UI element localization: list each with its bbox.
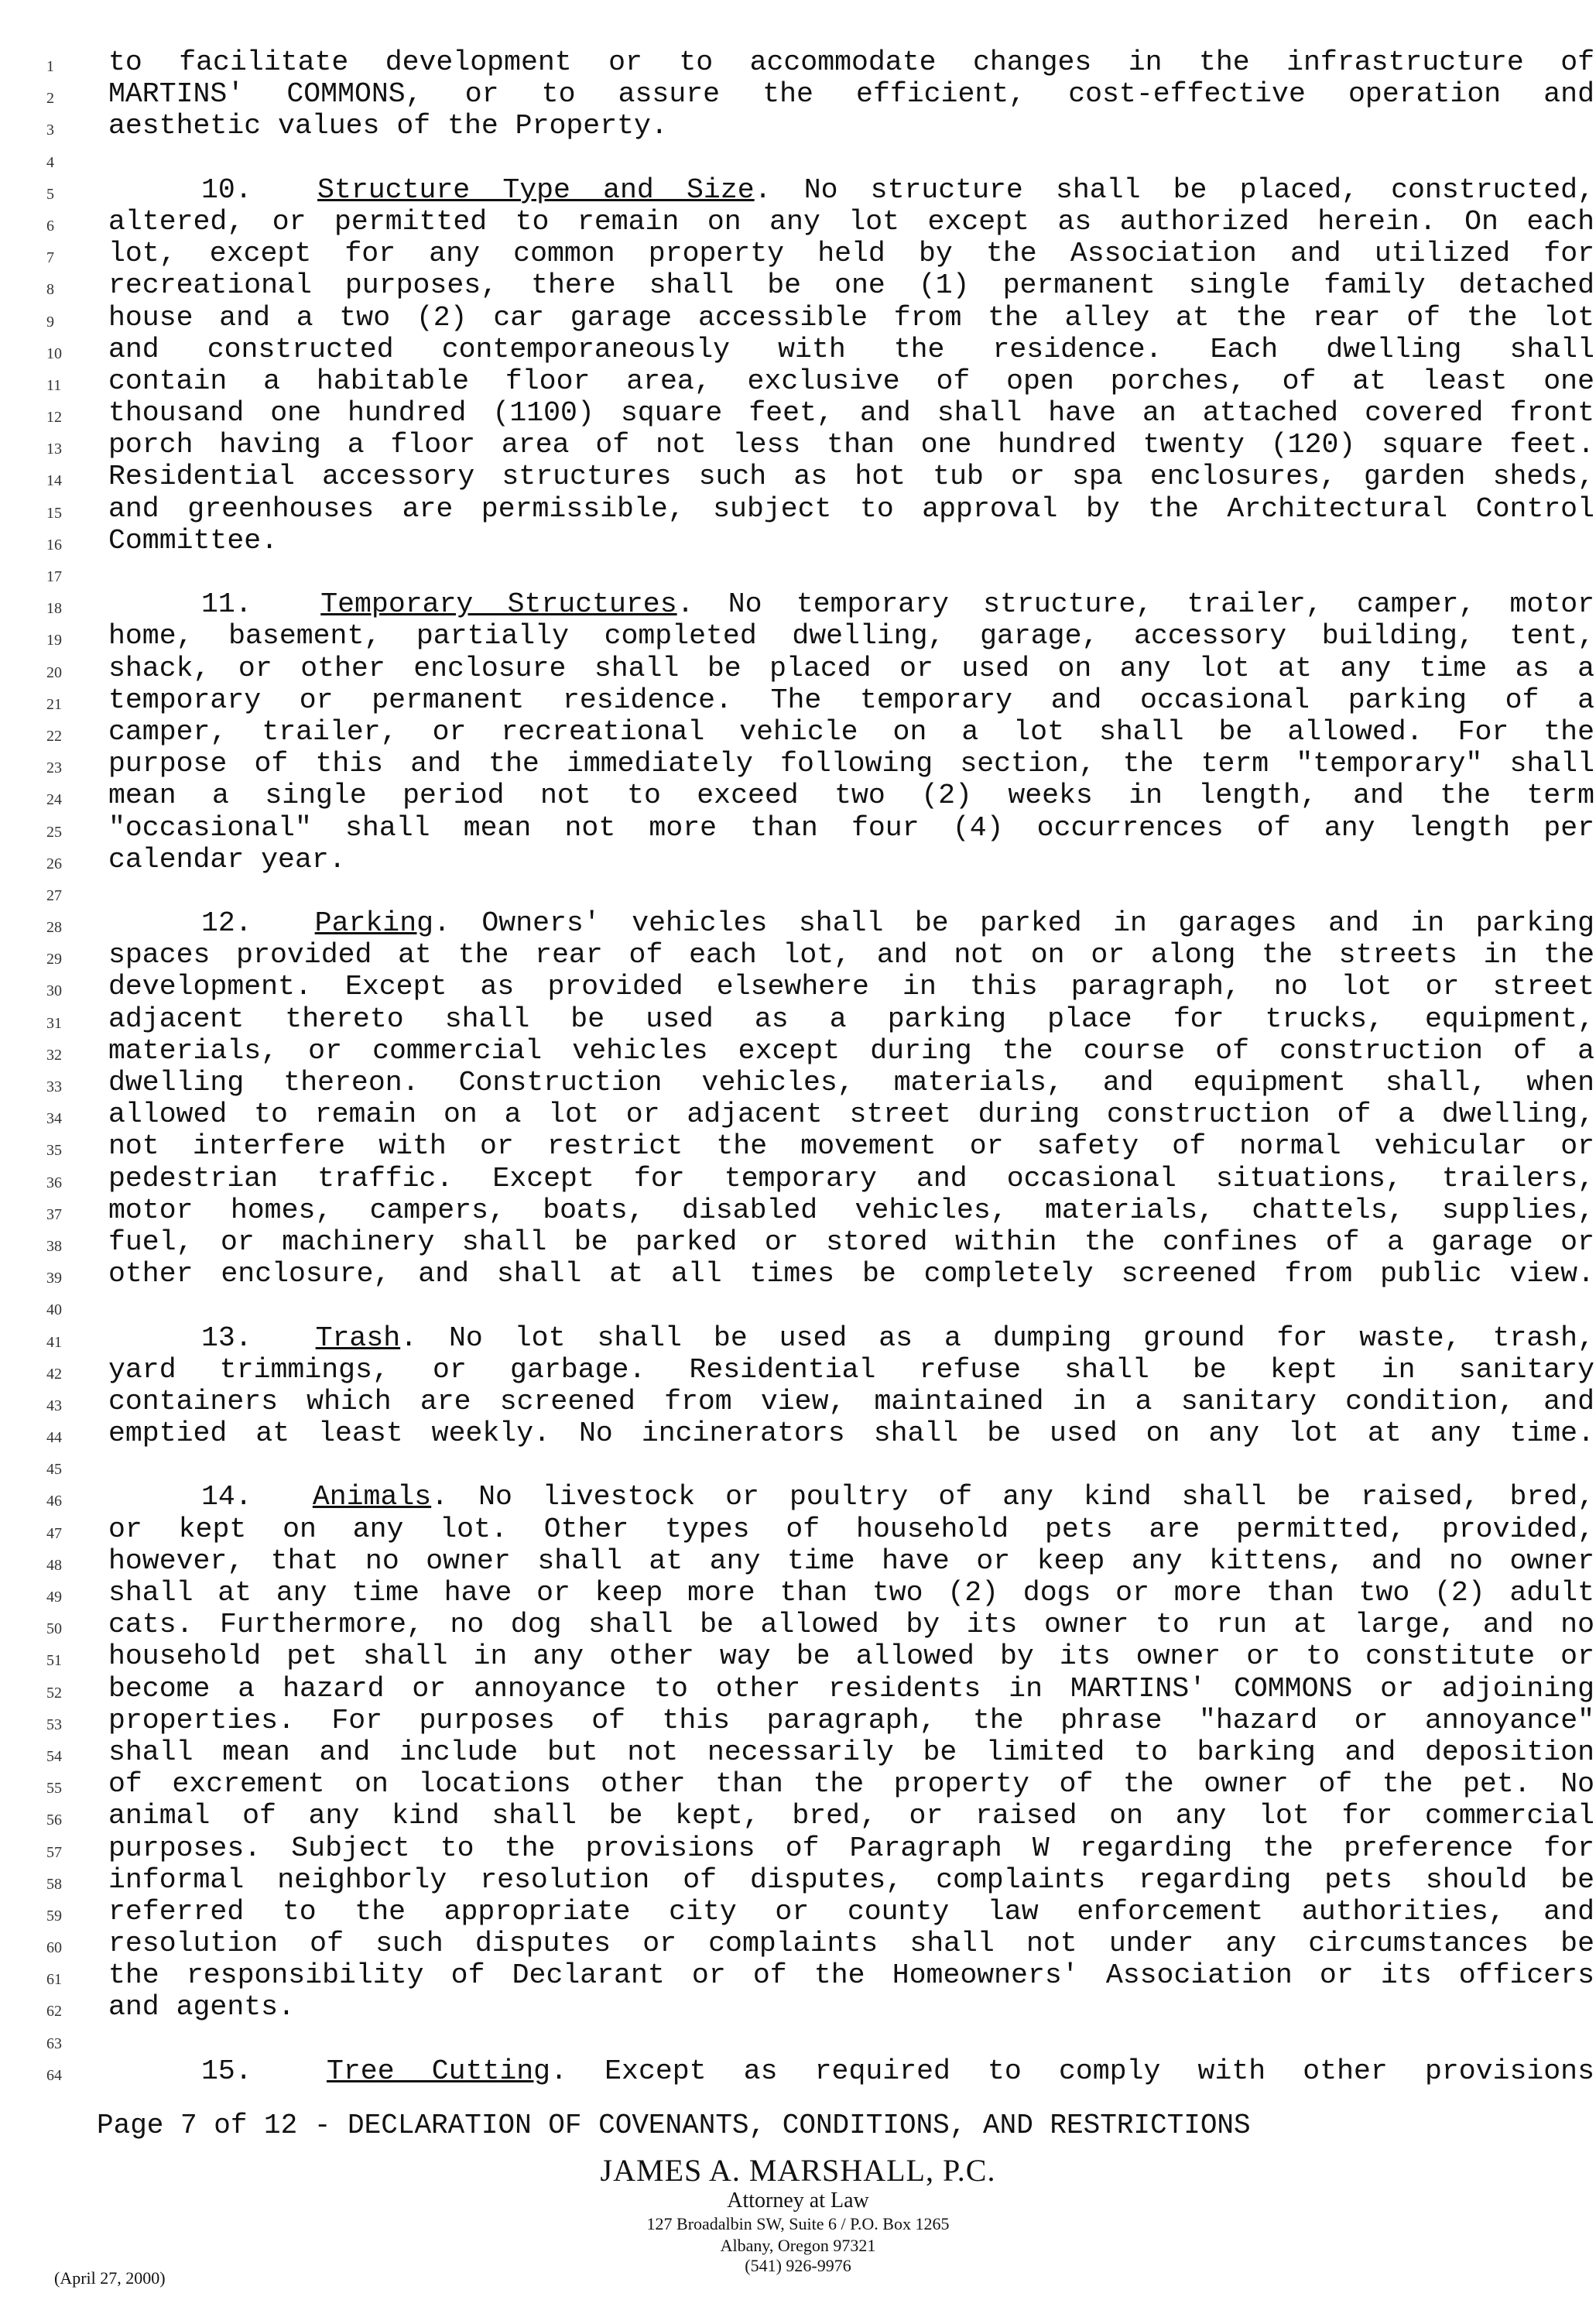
line-text: recreational purposes, there shall be one (1) permanent single family detached: [108, 269, 1594, 302]
document-line: [46, 238, 1594, 270]
document-line: [46, 525, 1563, 557]
line-text: purpose of this and the immediately following section, the term "temporary" shall: [108, 748, 1594, 780]
document-line: [46, 939, 1594, 972]
document-line: [46, 1162, 1594, 1195]
section-heading: Parking: [314, 907, 433, 940]
document-line: [46, 1704, 1594, 1736]
line-number: 20: [46, 663, 62, 681]
line-number: 44: [46, 1429, 62, 1447]
line-text: however, that no owner shall at any time have or keep any kittens, and no owner: [108, 1544, 1594, 1577]
document-line: [46, 1736, 1594, 1768]
line-number: 17: [46, 568, 62, 585]
document-line: [46, 684, 1594, 716]
line-number: 36: [46, 1174, 62, 1191]
document-line: [46, 110, 1563, 142]
document-line: [46, 1577, 1594, 1609]
line-number: 59: [46, 1907, 62, 1925]
document-line: [46, 1800, 1594, 1832]
line-text: other enclosure, and shall at all times be completely screened from public view.: [108, 1258, 1594, 1291]
line-number: 45: [46, 1461, 62, 1479]
line-text: home, basement, partially completed dwelling, garage, accessory building, tent,: [108, 620, 1594, 653]
document-line: [46, 1417, 1594, 1450]
document-line: [46, 1099, 1594, 1131]
line-text: and agents.: [108, 1991, 295, 2024]
document-line: [46, 1034, 1594, 1067]
line-text: temporary or permanent residence. The temporary and occasional parking of a: [108, 684, 1594, 716]
document-line: [46, 1928, 1594, 1960]
line-text: MARTINS' COMMONS, or to assure the efficient, cost-effective operation and: [108, 78, 1594, 111]
line-number: 62: [46, 2003, 62, 2021]
document-line: [46, 142, 1563, 174]
line-text: dwelling thereon. Construction vehicles, materials, and equipment shall, when: [108, 1067, 1594, 1099]
document-line: [46, 1385, 1594, 1417]
line-number: 7: [46, 249, 54, 267]
document-line: [46, 1225, 1594, 1258]
line-text: fuel, or machinery shall be parked or stored within the confines of a garage or: [108, 1225, 1594, 1258]
line-number: 22: [46, 727, 62, 745]
section-text: . No lot shall be used as a dumping ground for waste, trash,: [400, 1321, 1594, 1354]
section-number: 15.: [201, 2055, 327, 2087]
line-number: 19: [46, 632, 62, 650]
line-number: 54: [46, 1747, 62, 1765]
line-number: 24: [46, 791, 62, 809]
line-number: 34: [46, 1110, 62, 1128]
section-heading: Animals: [312, 1481, 432, 1513]
document-line: [46, 492, 1594, 525]
line-text: "occasional" shall mean not more than four (4) occurrences of any length per: [108, 811, 1594, 844]
document-date: (April 27, 2000): [54, 2268, 166, 2288]
section-number: 10.: [201, 173, 318, 206]
document-line: [46, 2024, 1563, 2055]
document-line: [46, 971, 1594, 1003]
line-text: yard trimmings, or garbage. Residential refuse shall be kept in sanitary: [108, 1353, 1594, 1386]
line-text: become a hazard or annoyance to other residents in MARTINS' COMMONS or adjoining: [108, 1672, 1594, 1705]
line-text: household pet shall in any other way be allowed by its owner or to constitute or: [108, 1640, 1594, 1673]
line-number: 47: [46, 1524, 62, 1542]
document-line: [46, 748, 1594, 780]
line-number: 6: [46, 217, 54, 235]
line-text: [201, 1481, 1594, 1513]
line-number: 9: [46, 313, 54, 331]
line-text: [201, 1322, 1594, 1354]
line-text: referred to the appropriate city or county law enforcement authorities, and: [108, 1895, 1594, 1928]
document-line: [46, 844, 1563, 876]
line-number: 55: [46, 1780, 62, 1798]
line-text: shack, or other enclosure shall be placed or used on any lot at any time as a: [108, 652, 1594, 684]
firm-city: Albany, Oregon 97321: [720, 2236, 876, 2255]
line-number: 41: [46, 1333, 62, 1351]
line-number: 52: [46, 1684, 62, 1702]
line-number: 42: [46, 1365, 62, 1383]
line-text: purposes. Subject to the provisions of Paragraph W regarding the preference for: [108, 1832, 1594, 1864]
document-line: [46, 1258, 1594, 1291]
document-line: [46, 46, 1594, 78]
line-number: 32: [46, 1046, 62, 1064]
line-text: Residential accessory structures such as hot tub or spa enclosures, garden sheds,: [108, 461, 1594, 493]
section-number: 14.: [201, 1481, 313, 1513]
line-number: 53: [46, 1716, 62, 1733]
line-text: or kept on any lot. Other types of household pets are permitted, provided,: [108, 1513, 1594, 1545]
line-text: and constructed contemporaneously with the residence. Each dwelling shall: [108, 333, 1594, 365]
line-number: 49: [46, 1589, 62, 1606]
document-line: [46, 557, 1563, 588]
line-text: emptied at least weekly. No incinerators shall be used on any lot at any time.: [108, 1417, 1594, 1450]
line-number: 26: [46, 855, 62, 872]
document-line: [46, 205, 1594, 238]
document-line: [46, 1640, 1594, 1673]
line-text: contain a habitable floor area, exclusive of open porches, of at least one: [108, 365, 1594, 397]
line-text: [201, 588, 1594, 620]
line-number: 16: [46, 536, 62, 554]
line-number: 14: [46, 472, 62, 490]
firm-title: Attorney at Law: [727, 2189, 869, 2213]
line-text: pedestrian traffic. Except for temporary and occasional situations, trailers,: [108, 1162, 1594, 1195]
line-text: porch having a floor area of not less than one hundred twenty (120) square feet.: [108, 429, 1594, 461]
line-text: mean a single period not to exceed two (2) weeks in length, and the term: [108, 780, 1594, 812]
line-number: 29: [46, 951, 62, 968]
line-number: 8: [46, 281, 54, 299]
document-line: [46, 620, 1594, 653]
section-text: . No temporary structure, trailer, camper, motor: [676, 588, 1595, 621]
document-line: [46, 1513, 1594, 1545]
line-text: adjacent thereto shall be used as a parking place for trucks, equipment,: [108, 1003, 1594, 1035]
document-line: [46, 1959, 1594, 1992]
line-number: 48: [46, 1556, 62, 1574]
line-text: [201, 907, 1594, 939]
line-text: lot, except for any common property held by the Association and utilized for: [108, 238, 1594, 270]
section-heading: Trash: [315, 1321, 401, 1354]
document-line: [46, 1449, 1563, 1481]
line-number: 31: [46, 1014, 62, 1032]
line-text: calendar year.: [108, 843, 346, 876]
line-text: allowed to remain on a lot or adjacent street during construction of a dwelling,: [108, 1099, 1594, 1131]
line-number: 43: [46, 1397, 62, 1414]
document-line: [46, 652, 1594, 684]
line-number: 33: [46, 1078, 62, 1095]
document-line: [46, 1353, 1594, 1386]
line-text: of excrement on locations other than the property of the owner of the pet. No: [108, 1768, 1594, 1801]
section-text: . No structure shall be placed, constructed,: [754, 173, 1594, 206]
line-number: 21: [46, 695, 62, 713]
line-number: 30: [46, 982, 62, 1000]
document-line: [46, 715, 1594, 748]
document-line: [46, 1544, 1594, 1577]
line-number: 61: [46, 1971, 62, 1989]
document-line: [46, 907, 1594, 940]
line-number: 4: [46, 153, 54, 171]
line-text: materials, or commercial vehicles except during the course of construction of a: [108, 1034, 1594, 1067]
document-line: [46, 429, 1594, 461]
line-text: and greenhouses are permissible, subject to approval by the Architectural Control: [108, 492, 1594, 525]
section-text: . Except as required to comply with other provisions: [550, 2055, 1594, 2087]
line-text: spaces provided at the rear of each lot, and not on or along the streets in the: [108, 939, 1594, 972]
document-line: [46, 461, 1594, 493]
document-line: [46, 1863, 1594, 1896]
document-line: [46, 365, 1594, 397]
line-number: 3: [46, 122, 54, 139]
line-number: 46: [46, 1493, 62, 1510]
document-line: [46, 811, 1594, 844]
line-text: Committee.: [108, 524, 279, 557]
line-text: aesthetic values of the Property.: [108, 110, 668, 142]
document-line: [46, 1481, 1594, 1513]
line-text: [201, 2055, 1594, 2087]
document-line: [46, 333, 1594, 365]
line-text: shall mean and include but not necessarily be limited to barking and deposition: [108, 1736, 1594, 1768]
line-number: 25: [46, 823, 62, 841]
document-line: [46, 588, 1595, 621]
line-number: 15: [46, 504, 62, 522]
page-footer: Page 7 of 12 - DECLARATION OF COVENANTS, CONDITIONS, AND RESTRICTIONS: [97, 2110, 1251, 2141]
section-number: 12.: [201, 907, 315, 940]
section-text: . Owners' vehicles shall be parked in garages and in parking: [433, 907, 1594, 940]
line-number: 27: [46, 886, 62, 904]
line-number: 18: [46, 600, 62, 618]
section-heading: Tree Cutting: [327, 2055, 551, 2087]
line-number: 63: [46, 2034, 62, 2052]
line-number: 64: [46, 2066, 62, 2084]
firm-phone: (541) 926-9976: [745, 2256, 851, 2275]
document-line: [46, 1067, 1594, 1099]
section-heading: Structure Type and Size: [317, 173, 755, 206]
document-line: [46, 1832, 1594, 1864]
document-line: [46, 173, 1594, 206]
line-text: containers which are screened from view, maintained in a sanitary condition, and: [108, 1385, 1594, 1417]
document-line: [46, 780, 1594, 812]
line-number: 39: [46, 1270, 62, 1287]
document-line: [46, 876, 1563, 907]
line-text: informal neighborly resolution of disputes, complaints regarding pets should be: [108, 1863, 1594, 1896]
line-text: [201, 174, 1594, 206]
line-number: 23: [46, 759, 62, 777]
document-line: [46, 1290, 1563, 1321]
line-number: 5: [46, 185, 54, 203]
document-line: [46, 1130, 1594, 1163]
document-line: [46, 2055, 1594, 2087]
section-number: 13.: [201, 1321, 316, 1354]
line-text: cats. Furthermore, no dog shall be allowed by its owner to run at large, and no: [108, 1609, 1594, 1641]
section-number: 11.: [201, 588, 321, 621]
line-text: thousand one hundred (1100) square feet, and shall have an attached covered front: [108, 397, 1594, 430]
line-number: 2: [46, 90, 54, 108]
document-line: [46, 1895, 1594, 1928]
line-number: 11: [46, 376, 62, 394]
section-text: . No livestock or poultry of any kind shall be raised, bred,: [431, 1481, 1594, 1513]
document-line: [46, 1609, 1594, 1641]
line-number: 10: [46, 344, 62, 362]
document-line: [46, 397, 1594, 430]
line-number: 40: [46, 1301, 62, 1319]
document-line: [46, 1003, 1594, 1035]
line-text: properties. For purposes of this paragraph, the phrase "hazard or annoyance": [108, 1704, 1594, 1736]
line-text: resolution of such disputes or complaints shall not under any circumstances be: [108, 1928, 1594, 1960]
line-number: 12: [46, 409, 62, 427]
line-text: shall at any time have or keep more than two (2) dogs or more than two (2) adult: [108, 1577, 1594, 1609]
line-number: 35: [46, 1142, 62, 1160]
firm-name: JAMES A. MARSHALL, P.C.: [600, 2153, 996, 2188]
line-number: 1: [46, 58, 54, 75]
line-number: 60: [46, 1939, 62, 1957]
document-line: [46, 1321, 1594, 1354]
line-number: 57: [46, 1843, 62, 1861]
line-number: 58: [46, 1875, 62, 1893]
line-number: 37: [46, 1205, 62, 1223]
document-line: [46, 301, 1594, 334]
line-text: not interfere with or restrict the movement or safety of normal vehicular or: [108, 1130, 1594, 1163]
line-text: the responsibility of Declarant or of the Homeowners' Association or its officers: [108, 1959, 1594, 1992]
line-text: animal of any kind shall be kept, bred, or raised on any lot for commercial: [108, 1800, 1594, 1832]
document-line: [46, 269, 1594, 302]
document-line: [46, 1194, 1594, 1226]
document-body: [46, 46, 1595, 2087]
line-number: 13: [46, 440, 62, 458]
document-line: [46, 1991, 1563, 2023]
line-number: 38: [46, 1237, 62, 1255]
document-line: [46, 1672, 1594, 1705]
section-heading: Temporary Structures: [320, 588, 677, 621]
line-text: motor homes, campers, boats, disabled vehicles, materials, chattels, supplies,: [108, 1194, 1594, 1226]
line-text: development. Except as provided elsewhere in this paragraph, no lot or street: [108, 971, 1594, 1003]
firm-address: 127 Broadalbin SW, Suite 6 / P.O. Box 1265: [646, 2214, 950, 2233]
line-text: house and a two (2) car garage accessible from the alley at the rear of the lot: [108, 301, 1594, 334]
line-number: 51: [46, 1652, 62, 1670]
line-number: 56: [46, 1812, 62, 1829]
line-text: to facilitate development or to accommodate changes in the infrastructure of: [108, 46, 1594, 78]
line-text: altered, or permitted to remain on any lot except as authorized herein. On each: [108, 205, 1594, 238]
document-line: [46, 1768, 1594, 1801]
line-number: 28: [46, 919, 62, 937]
document-line: [46, 78, 1594, 111]
line-text: camper, trailer, or recreational vehicle on a lot shall be allowed. For the: [108, 715, 1594, 748]
line-number: 50: [46, 1620, 62, 1638]
